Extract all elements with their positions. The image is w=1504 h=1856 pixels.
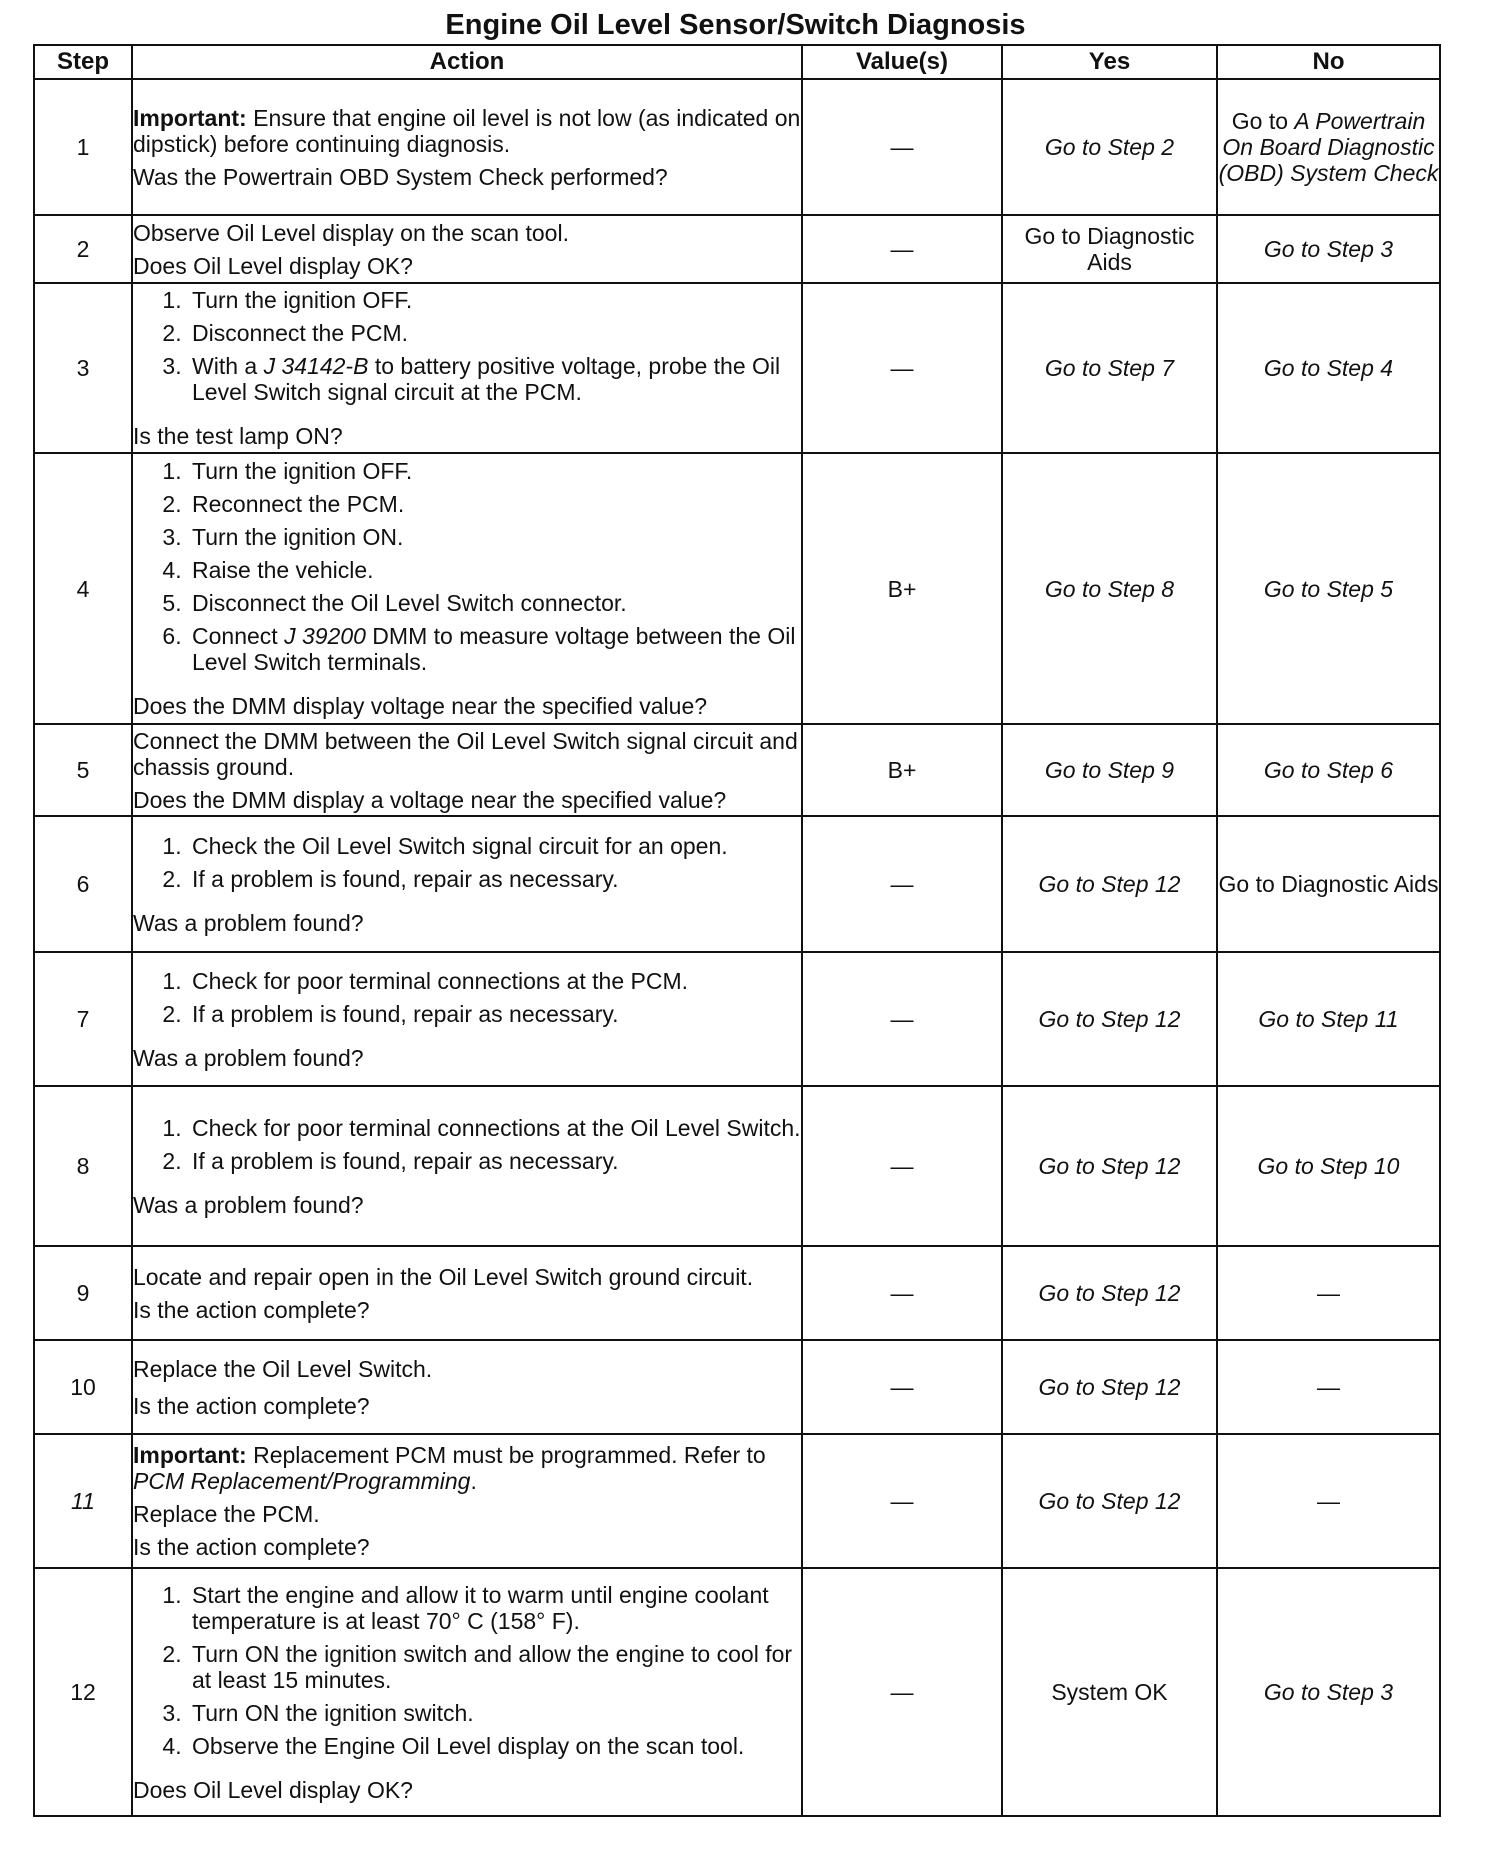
question: Is the action complete? <box>133 1296 370 1323</box>
no-cell: Go to Diagnostic Aids <box>1217 816 1440 952</box>
yes-cell: Go to Step 2 <box>1002 79 1217 215</box>
yes-cell: Go to Step 12 <box>1002 1086 1217 1246</box>
no-cell: Go to Step 11 <box>1217 952 1440 1086</box>
action-steps <box>133 1115 801 1181</box>
action-cell <box>132 816 802 952</box>
table-row <box>34 724 1440 816</box>
list-item: 2. If a problem is found, repair as necessary. <box>188 1148 801 1174</box>
question: Was a problem found? <box>133 1044 364 1071</box>
question: Is the test lamp ON? <box>133 423 343 449</box>
value-cell: — <box>802 816 1002 952</box>
table-row <box>34 453 1440 724</box>
question: Does the DMM display a voltage near the specified value? <box>133 786 727 813</box>
step-number: 5 <box>34 724 132 816</box>
step-number: 4 <box>34 453 132 724</box>
no-cell: Go to Step 3 <box>1217 215 1440 283</box>
yes-cell: Go to Step 12 <box>1002 1246 1217 1340</box>
table-row <box>34 1340 1440 1434</box>
action-cell <box>132 1086 802 1246</box>
yes-cell: Go to Step 12 <box>1002 1340 1217 1434</box>
value-cell: — <box>802 1086 1002 1246</box>
action-text: Replace the PCM. <box>133 1501 320 1527</box>
action-cell <box>132 952 802 1086</box>
no-cell: Go to Step 6 <box>1217 724 1440 816</box>
header-value: Value(s) <box>802 45 1002 79</box>
tool-reference: J 39200 <box>284 623 366 649</box>
action-text: Observe Oil Level display on the scan tool. <box>133 219 569 246</box>
question: Does Oil Level display OK? <box>133 1776 413 1803</box>
value-cell: — <box>802 215 1002 283</box>
step-number: 12 <box>34 1568 132 1816</box>
list-item: 2. Turn ON the ignition switch and allow the engine to cool for at least 15 minutes. <box>188 1641 801 1693</box>
value-cell: — <box>802 952 1002 1086</box>
yes-cell: Go to Step 7 <box>1002 283 1217 453</box>
yes-cell: System OK <box>1002 1568 1217 1816</box>
doc-reference: PCM Replacement/Programming <box>133 1468 471 1494</box>
list-item: 6. Connect J 39200 DMM to measure voltage between the Oil Level Switch terminals. <box>188 623 801 675</box>
question: Does Oil Level display OK? <box>133 252 413 279</box>
header-no: No <box>1217 45 1440 79</box>
value-cell: B+ <box>802 724 1002 816</box>
value-cell: — <box>802 283 1002 453</box>
list-item: 1. Check for poor terminal connections at the Oil Level Switch. <box>188 1115 801 1141</box>
no-cell: Go to Step 3 <box>1217 1568 1440 1816</box>
step-number: 7 <box>34 952 132 1086</box>
table-row <box>34 215 1440 283</box>
action-cell <box>132 283 802 453</box>
no-cell: Go to Step 4 <box>1217 283 1440 453</box>
list-item: 2. Disconnect the PCM. <box>188 320 801 346</box>
yes-cell: Go to Step 12 <box>1002 952 1217 1086</box>
action-steps <box>133 968 801 1034</box>
no-cell: — <box>1217 1246 1440 1340</box>
question: Was the Powertrain OBD System Check performed? <box>133 163 668 190</box>
table-row <box>34 1434 1440 1568</box>
value-cell: — <box>802 1246 1002 1340</box>
action-steps <box>133 833 801 899</box>
question: Is the action complete? <box>133 1534 370 1560</box>
action-steps <box>133 458 801 682</box>
list-item: 1. Turn the ignition OFF. <box>188 458 801 484</box>
table-row <box>34 1086 1440 1246</box>
list-item: 1. Start the engine and allow it to warm until engine coolant temperature is at least 70° C (158° F). <box>188 1582 801 1634</box>
list-item: 3. With a J 34142-B to battery positive voltage, probe the Oil Level Switch signal circuit at the PCM. <box>188 353 801 405</box>
list-item: 4. Raise the vehicle. <box>188 557 801 583</box>
action-steps <box>133 1582 801 1766</box>
list-item: 2. If a problem is found, repair as necessary. <box>188 866 801 892</box>
list-item: 4. Observe the Engine Oil Level display on the scan tool. <box>188 1733 801 1759</box>
value-cell: — <box>802 79 1002 215</box>
yes-cell: Go to Step 8 <box>1002 453 1217 724</box>
step-number: 10 <box>34 1340 132 1434</box>
yes-cell: Go to Step 12 <box>1002 816 1217 952</box>
action-cell <box>132 1246 802 1340</box>
header-yes: Yes <box>1002 45 1217 79</box>
no-cell: — <box>1217 1434 1440 1568</box>
list-item: 1. Check for poor terminal connections at the PCM. <box>188 968 801 994</box>
step-number: 6 <box>34 816 132 952</box>
value-cell: B+ <box>802 453 1002 724</box>
page-title: Engine Oil Level Sensor/Switch Diagnosis <box>445 9 1026 41</box>
question: Was a problem found? <box>133 1191 364 1218</box>
list-item: 1. Check the Oil Level Switch signal circuit for an open. <box>188 833 801 859</box>
table-row <box>34 952 1440 1086</box>
no-cell: Go to Step 10 <box>1217 1086 1440 1246</box>
question: Is the action complete? <box>133 1392 370 1419</box>
question: Does the DMM display voltage near the specified value? <box>133 693 708 719</box>
important-note: Important: Ensure that engine oil level is not low (as indicated on dipstick) before continuing diagnosis. <box>133 104 801 157</box>
action-text: Connect the DMM between the Oil Level Switch signal circuit and chassis ground. <box>133 727 798 780</box>
value-cell: — <box>802 1568 1002 1816</box>
step-number: 11 <box>34 1434 132 1568</box>
no-cell: Go to A Powertrain On Board Diagnostic (OBD) System Check <box>1217 79 1440 215</box>
tool-reference: J 34142-B <box>263 353 369 379</box>
value-cell: — <box>802 1434 1002 1568</box>
list-item: 2. If a problem is found, repair as necessary. <box>188 1001 801 1027</box>
action-cell <box>132 453 802 724</box>
no-cell: — <box>1217 1340 1440 1434</box>
list-item: 3. Turn ON the ignition switch. <box>188 1700 801 1726</box>
table-row <box>34 283 1440 453</box>
step-number: 1 <box>34 79 132 215</box>
action-cell <box>132 1568 802 1816</box>
action-steps <box>133 287 801 412</box>
list-item: 2. Reconnect the PCM. <box>188 491 801 517</box>
table-row <box>34 1246 1440 1340</box>
action-cell <box>132 1340 802 1434</box>
step-number: 8 <box>34 1086 132 1246</box>
header-row <box>34 45 1440 79</box>
question: Was a problem found? <box>133 909 364 936</box>
header-action: Action <box>132 45 802 79</box>
no-cell: Go to Step 5 <box>1217 453 1440 724</box>
action-text: Locate and repair open in the Oil Level Switch ground circuit. <box>133 1263 754 1290</box>
step-number: 2 <box>34 215 132 283</box>
action-cell <box>132 724 802 816</box>
action-cell <box>132 215 802 283</box>
step-number: 9 <box>34 1246 132 1340</box>
important-note: Important: Replacement PCM must be programmed. Refer to PCM Replacement/Programming. <box>133 1442 766 1494</box>
table-row <box>34 1568 1440 1816</box>
list-item: 5. Disconnect the Oil Level Switch connector. <box>188 590 801 616</box>
action-text: Replace the Oil Level Switch. <box>133 1355 433 1382</box>
step-number: 3 <box>34 283 132 453</box>
yes-cell: Go to Step 9 <box>1002 724 1217 816</box>
action-cell <box>132 79 802 215</box>
value-cell: — <box>802 1340 1002 1434</box>
yes-cell: Go to Diagnostic Aids <box>1002 215 1217 283</box>
table-row <box>34 79 1440 215</box>
table-row <box>34 816 1440 952</box>
list-item: 1. Turn the ignition OFF. <box>188 287 801 313</box>
action-cell <box>132 1434 802 1568</box>
diagnosis-table <box>33 44 1441 1817</box>
yes-cell: Go to Step 12 <box>1002 1434 1217 1568</box>
header-step: Step <box>34 45 132 79</box>
list-item: 3. Turn the ignition ON. <box>188 524 801 550</box>
